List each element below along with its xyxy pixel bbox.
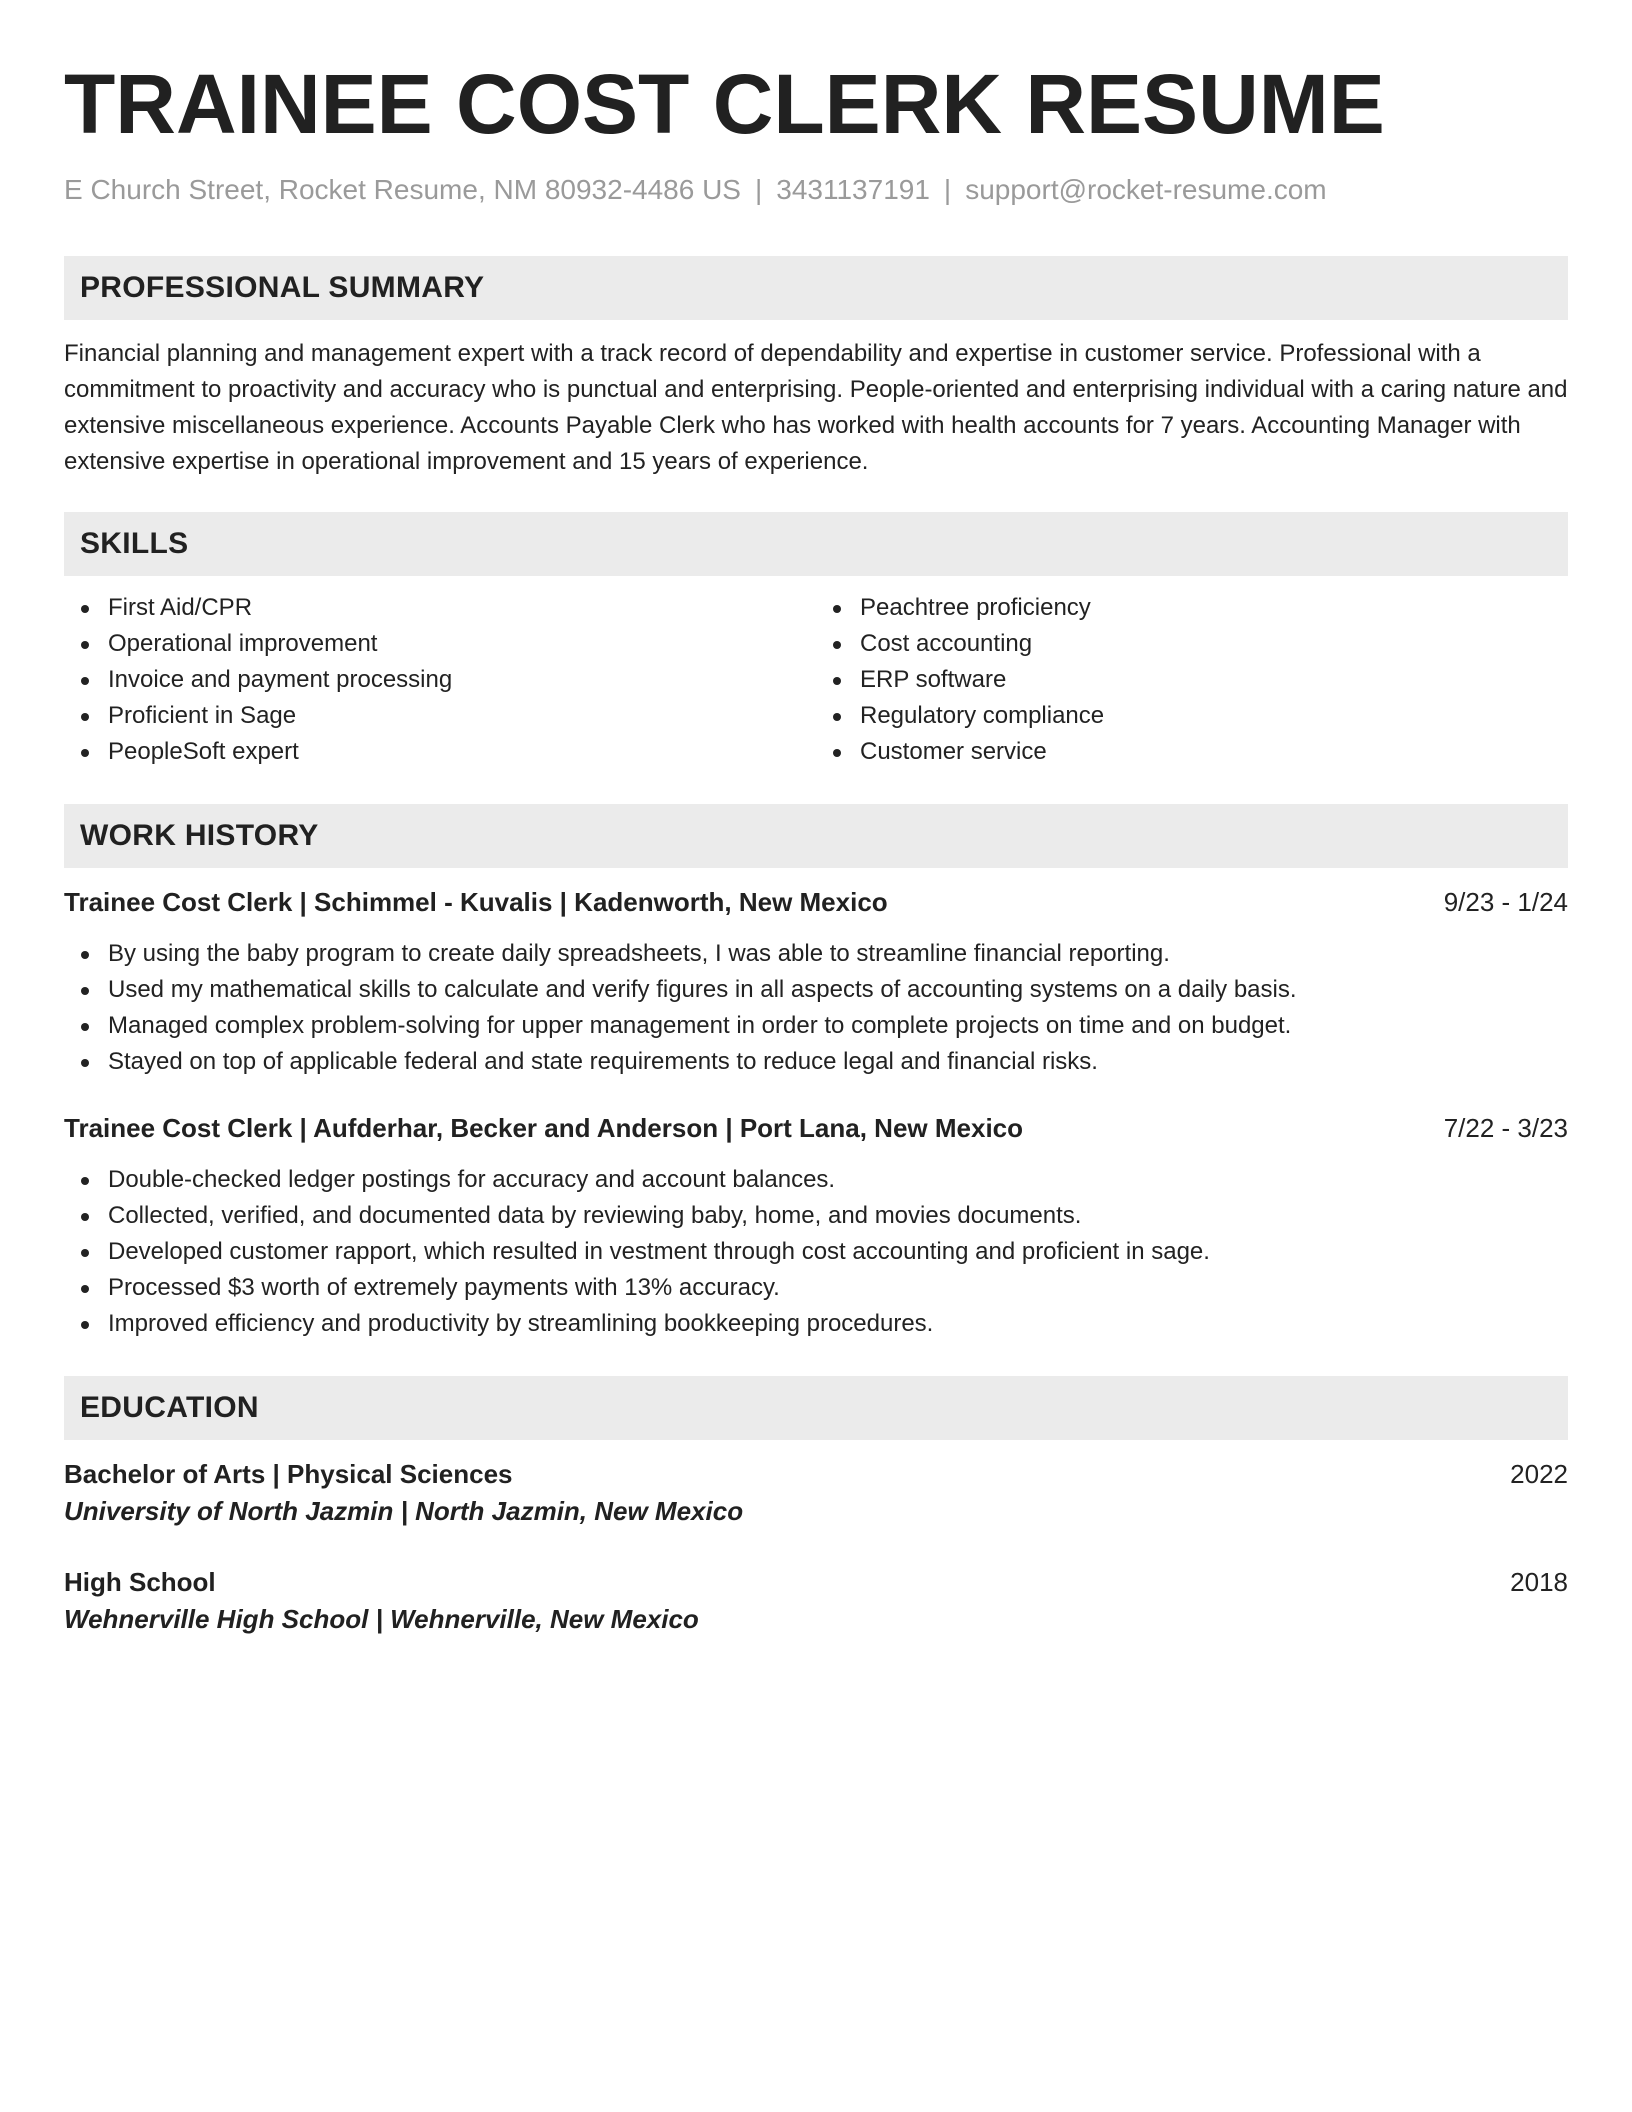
skills-heading: SKILLS xyxy=(64,512,1568,576)
education-heading: EDUCATION xyxy=(64,1376,1568,1440)
education-year: 2022 xyxy=(1510,1459,1568,1489)
contact-phone: 3431137191 xyxy=(776,174,930,205)
job-bullet: Improved efficiency and productivity by streamlining bookkeeping procedures. xyxy=(64,1306,1568,1342)
skill-item: Cost accounting xyxy=(816,626,1568,662)
job-bullet: Processed $3 worth of extremely payments with 13% accuracy. xyxy=(64,1270,1568,1306)
job-header xyxy=(64,1110,1568,1146)
summary-heading: PROFESSIONAL SUMMARY xyxy=(64,256,1568,320)
education-school: Wehnerville High School | Wehnerville, New Mexico xyxy=(64,1604,699,1634)
education-year: 2018 xyxy=(1510,1567,1568,1597)
skills-list xyxy=(64,590,1568,770)
job-bullet: By using the baby program to create daily spreadsheets, I was able to streamline financial reporting. xyxy=(64,936,1568,972)
skill-item: PeopleSoft expert xyxy=(64,734,816,770)
education-degree: Bachelor of Arts | Physical Sciences xyxy=(64,1459,513,1489)
skill-item: First Aid/CPR xyxy=(64,590,816,626)
job-bullet: Collected, verified, and documented data by reviewing baby, home, and movies documents. xyxy=(64,1198,1568,1234)
contact-separator: | xyxy=(754,174,763,205)
education-header xyxy=(64,1456,1568,1492)
contact-line xyxy=(64,172,1568,208)
job-dates: 7/22 - 3/23 xyxy=(1443,1113,1568,1143)
job-dates: 9/23 - 1/24 xyxy=(1443,887,1568,917)
work-history-heading: WORK HISTORY xyxy=(64,804,1568,868)
resume-title: TRAINEE COST CLERK RESUME xyxy=(64,57,1385,151)
skill-item: ERP software xyxy=(816,662,1568,698)
contact-separator: | xyxy=(943,174,952,205)
contact-address: E Church Street, Rocket Resume, NM 80932-4486 US xyxy=(64,174,741,205)
skill-item: Peachtree proficiency xyxy=(816,590,1568,626)
education-entry xyxy=(64,1564,1568,1638)
skills-column-left xyxy=(64,590,816,770)
skills-column-right xyxy=(816,590,1568,770)
skill-item: Regulatory compliance xyxy=(816,698,1568,734)
education-degree: High School xyxy=(64,1567,216,1597)
contact-email: support@rocket-resume.com xyxy=(965,174,1327,205)
skill-item: Customer service xyxy=(816,734,1568,770)
job-bullet: Managed complex problem-solving for upper management in order to complete projects on time and on budget. xyxy=(64,1008,1568,1044)
education-header xyxy=(64,1564,1568,1600)
skill-item: Invoice and payment processing xyxy=(64,662,816,698)
job-bullets xyxy=(64,936,1568,1080)
job-entry xyxy=(64,884,1568,1080)
job-bullets xyxy=(64,1162,1568,1342)
education-school: University of North Jazmin | North Jazmin, New Mexico xyxy=(64,1496,744,1526)
job-title: Trainee Cost Clerk | Schimmel - Kuvalis | Kadenworth, New Mexico xyxy=(64,887,888,917)
job-title: Trainee Cost Clerk | Aufderhar, Becker and Anderson | Port Lana, New Mexico xyxy=(64,1113,1024,1143)
education-entry xyxy=(64,1456,1568,1530)
skill-item: Operational improvement xyxy=(64,626,816,662)
skill-item: Proficient in Sage xyxy=(64,698,816,734)
job-bullet: Used my mathematical skills to calculate and verify figures in all aspects of accounting systems on a daily basis. xyxy=(64,972,1568,1008)
job-bullet: Developed customer rapport, which resulted in vestment through cost accounting and proficient in sage. xyxy=(64,1234,1568,1270)
job-header xyxy=(64,884,1568,920)
job-entry xyxy=(64,1110,1568,1342)
job-bullet: Stayed on top of applicable federal and state requirements to reduce legal and financial risks. xyxy=(64,1044,1568,1080)
summary-text: Financial planning and management expert with a track record of dependability and expertise in customer service. Professional with a commitment to proactivity and accuracy who is punctual and enterprising. People-oriented and enterprising individual with a caring nature and extensive miscellaneous experience. Accounts Payable Clerk who has worked with health accounts for 7 years. Accounting Manager with extensive expertise in operational improvement and 15 years of experience. xyxy=(64,340,1568,475)
job-bullet: Double-checked ledger postings for accuracy and account balances. xyxy=(64,1162,1568,1198)
